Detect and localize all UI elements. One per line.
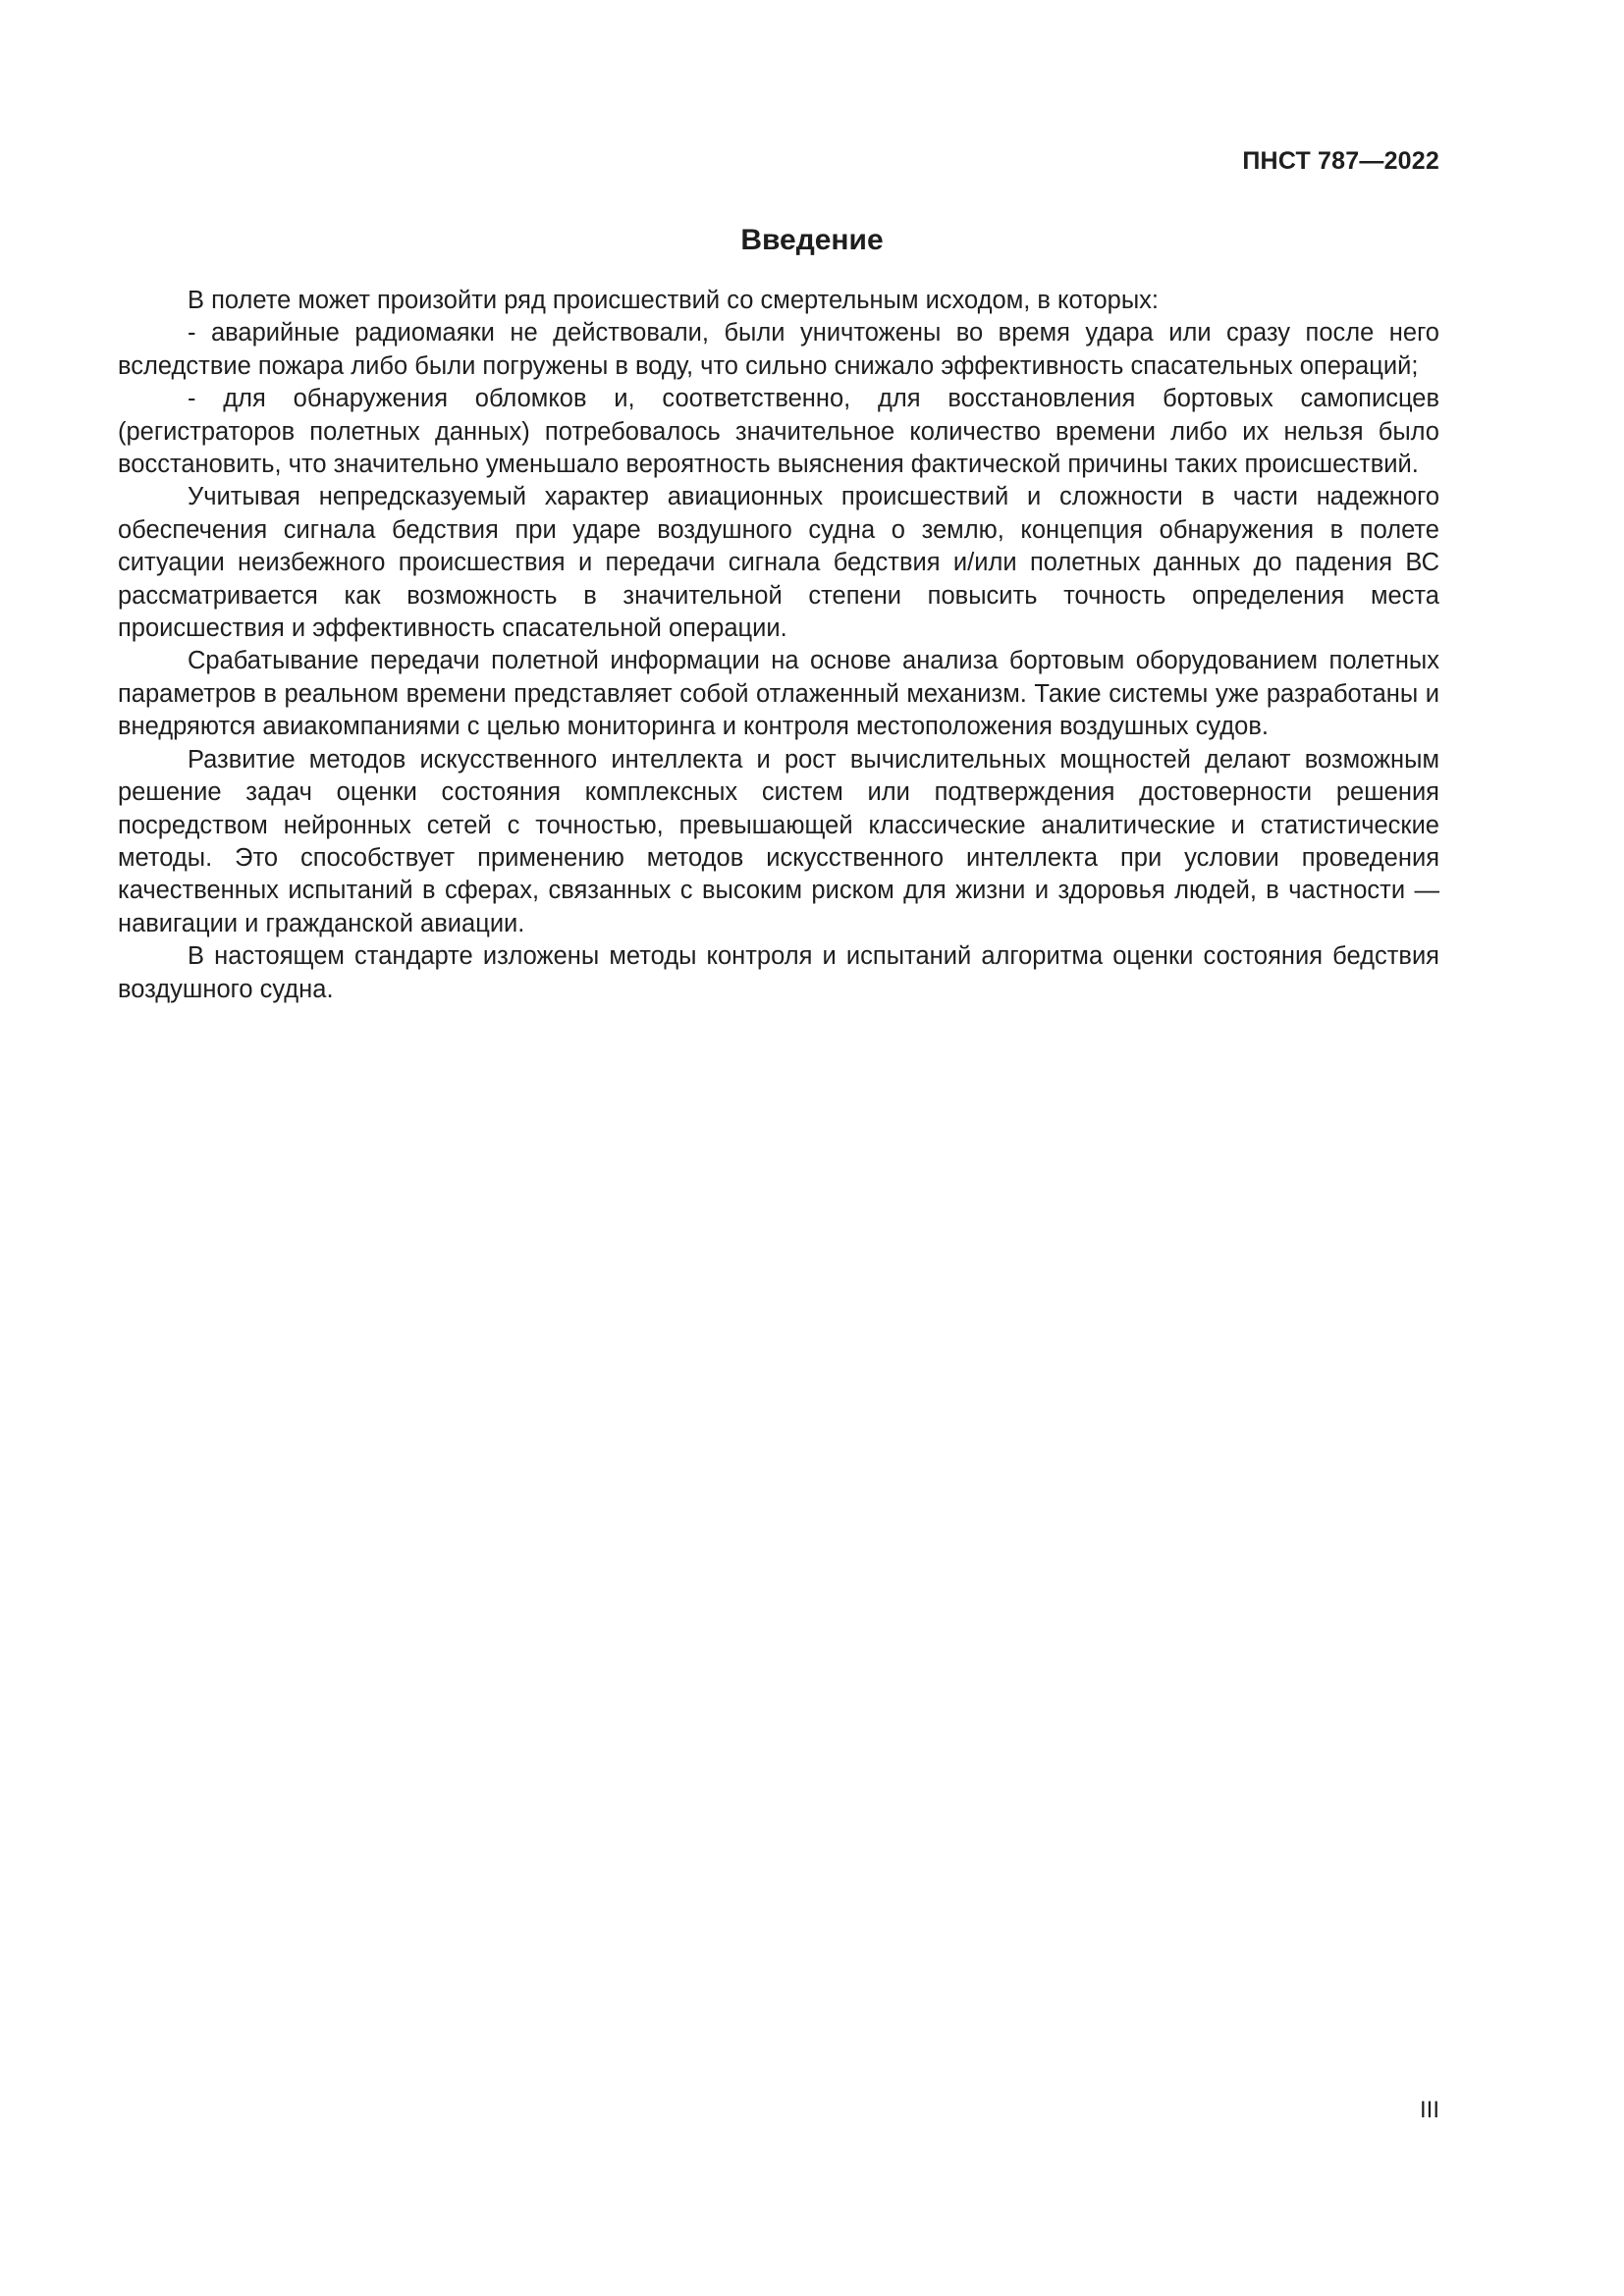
- paragraph: Срабатывание передачи полетной информации на основе анализа бортовым оборудованием полетных параметров в реальном времени представляет собой отлаженный механизм. Такие системы уже разработаны и внедряются авиакомпаниями с целью мониторинга и контроля местоположения воздушных судов.: [118, 647, 1439, 741]
- page-number: III: [1419, 2097, 1439, 2123]
- document-code: ПНСТ 787—2022: [1242, 147, 1439, 175]
- list-item: - для обнаружения обломков и, соответственно, для восстановления бортовых самописцев (регистраторов полетных данных) потребовалось значительное количество времени либо их нельзя было восстановить, что значительно уменьшало вероятность выяснения фактической причины таких происшествий.: [118, 385, 1439, 479]
- paragraph: Учитывая непредсказуемый характер авиационных происшествий и сложности в части надежного обеспечения сигнала бедствия при ударе воздушного судна о землю, концепция обнаружения в полете ситуации неизбежного происшествия и передачи сигнала бедствия и/или полетных данных до падения ВС рассматривается как возможность в значительной степени повысить точность определения места происшествия и эффективность спасательной операции.: [118, 483, 1439, 643]
- section-title: Введение: [740, 224, 884, 256]
- paragraph: В полете может произойти ряд происшествий со смертельным исходом, в которых:: [188, 287, 1160, 314]
- paragraph: Развитие методов искусственного интеллекта и рост вычислительных мощностей делают возможным решение задач оценки состояния комплексных систем или подтверждения достоверности решения посредством нейронных сетей с точностью, превышающей классические аналитические и статистические методы. Это способствует применению методов искусственного интеллекта при условии проведения качественных испытаний в сферах, связанных с высоким риском для жизни и здоровья людей, в частности — навигации и гражданской авиации.: [118, 745, 1439, 937]
- body-text: [118, 285, 1439, 1006]
- list-item: - аварийные радиомаяки не действовали, были уничтожены во время удара или сразу после него вследствие пожара либо были погружены в воду, что сильно снижало эффективность спасательных операций;: [118, 319, 1439, 380]
- paragraph: В настоящем стандарте изложены методы контроля и испытаний алгоритма оценки состояния бедствия воздушного судна.: [118, 942, 1439, 1003]
